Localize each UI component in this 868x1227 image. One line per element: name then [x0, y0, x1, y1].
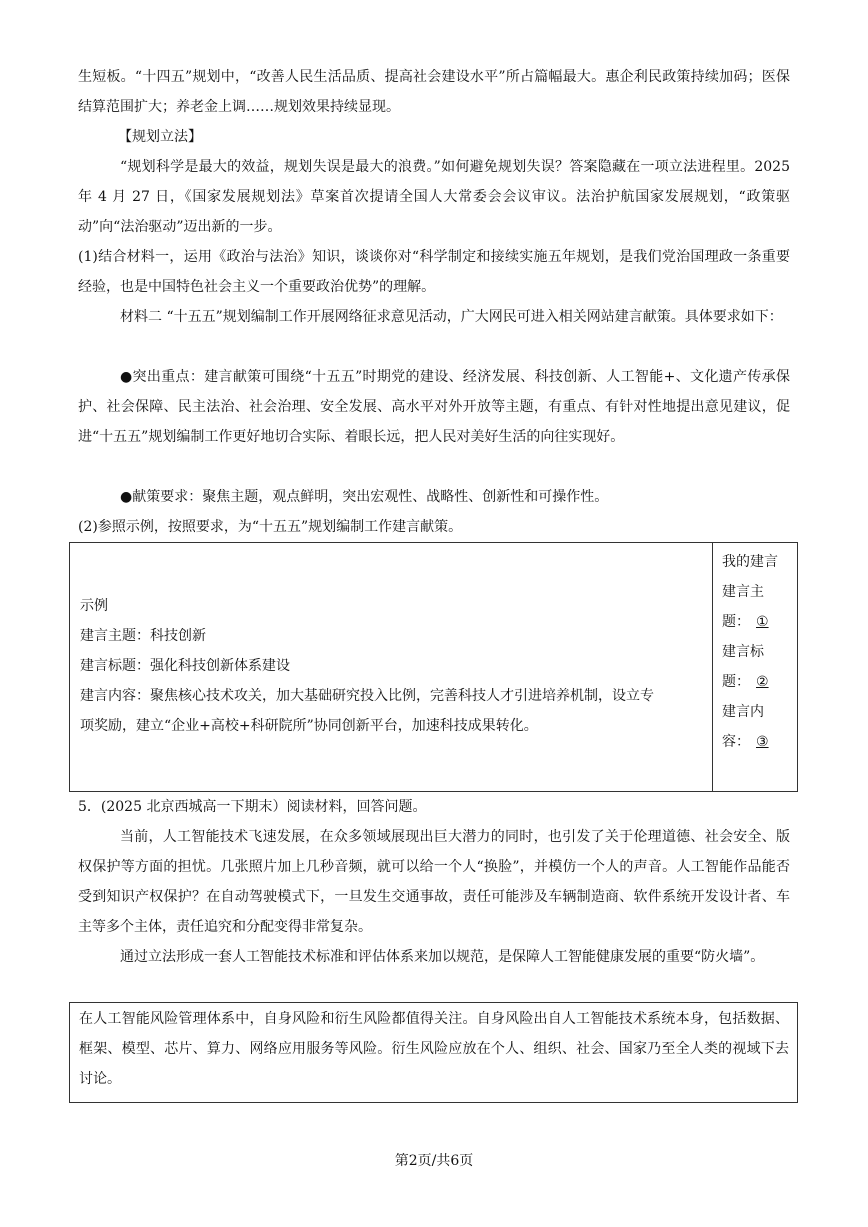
risk-material-text: 在人工智能风险管理体系中，自身风险和衍生风险都值得关注。自身风险出自人工智能技术系统本身，包括数据、框架、模型、芯片、算力、网络应用服务等风险。衍生风险应放在个人、组织、社会、国家乃至全人类的视域下去讨论。: [79, 1011, 789, 1087]
my-content-line: [722, 727, 796, 757]
example-cell: [70, 543, 713, 791]
my-title-label-a: 建言标: [722, 644, 764, 660]
question-2: (2)参照示例，按照要求，为“十五五”规划编制工作建言献策。: [78, 519, 463, 535]
question-5-header: 5．(2025 北京西城高一下期末）阅读材料，回答问题。: [78, 799, 427, 815]
question-5-paragraph-1: 当前，人工智能技术飞速发展，在众多领域展现出巨大潜力的同时，也引发了关于伦理道德、社会安全、版权保护等方面的担忧。几张照片加上几秒音频，就可以给一个人“换脸”，并模仿一个人的声音。人工智能作品能否受到知识产权保护？在自动驾驶模式下，一旦发生交通事故，责任可能涉及车辆制造商、软件系统开发设计者、车主等多个主体，责任追究和分配变得非常复杂。: [78, 829, 790, 935]
suggestion-table: [69, 542, 798, 792]
law-section-paragraph: “规划科学是最大的效益，规划失误是最大的浪费。”如何避免规划失误？答案隐藏在一项立法进程里。2025 年 4 月 27 日，《国家发展规划法》草案首次提请全国人大常委会会议审议。法治护航国家发展规划，“政策驱动”向“法治驱动”迈出新的一步。: [78, 159, 790, 235]
material-2-focus: ●突出重点：建言献策可围绕“十五五”时期党的建设、经济发展、科技创新、人工智能+、文化遗产传承保护、社会保障、民主法治、社会治理、安全发展、高水平对外开放等主题，有重点、有针对性地提出意见建议，促进“十五五”规划编制工作更好地切合实际、着眼长远，把人民对美好生活的向往实现好。: [78, 369, 790, 445]
material-2-requirement: ●献策要求：聚焦主题，观点鲜明，突出宏观性、战略性、创新性和可操作性。: [120, 489, 609, 505]
my-suggestion-label: 我的建言: [722, 554, 778, 570]
example-topic: 建言主题：科技创新: [80, 628, 206, 644]
my-title-line: [722, 667, 796, 697]
my-topic-label-a: 建言主: [722, 584, 764, 600]
question-5-paragraph-2: 通过立法形成一套人工智能技术标准和评估体系来加以规范，是保障人工智能健康发展的重要“防火墙”。: [120, 949, 765, 965]
example-content-line-1: 建言内容：聚焦核心技术攻关，加大基础研究投入比例，完善科技人才引进培养机制，设立专: [80, 688, 654, 704]
example-title: 建言标题：强化科技创新体系建设: [80, 658, 290, 674]
answer-blank-2[interactable]: ②: [756, 674, 769, 690]
my-topic-label-b: 题：: [722, 614, 750, 630]
intro-paragraph: 生短板。“十四五”规划中，“改善人民生活品质、提高社会建设水平”所占篇幅最大。惠企利民政策持续加码；医保结算范围扩大；养老金上调……规划效果持续显现。: [78, 69, 790, 115]
answer-blank-3[interactable]: ③: [756, 734, 769, 750]
my-content-label-b: 容：: [722, 734, 750, 750]
my-topic-line: [722, 607, 796, 637]
page-number: 第2页/共6页: [394, 1153, 474, 1169]
law-section-heading: 【规划立法】: [118, 129, 202, 145]
answer-blank-1[interactable]: ①: [756, 614, 769, 630]
example-content-line-2: 项奖励，建立“企业+高校+科研院所”协同创新平台，加速科技成果转化。: [80, 718, 538, 734]
example-label: 示例: [80, 598, 108, 614]
question-1: (1)结合材料一，运用《政治与法治》知识，谈谈你对“科学制定和接续实施五年规划，是我们党治国理政一条重要经验，也是中国特色社会主义一个重要政治优势”的理解。: [78, 249, 790, 295]
my-title-label-b: 题：: [722, 674, 750, 690]
my-content-label-a: 建言内: [722, 704, 764, 720]
my-suggestion-cell: [713, 543, 797, 791]
material-2-intro: 材料二 “十五五”规划编制工作开展网络征求意见活动，广大网民可进入相关网站建言献策。具体要求如下：: [120, 309, 783, 325]
risk-material-box: [69, 1002, 798, 1103]
